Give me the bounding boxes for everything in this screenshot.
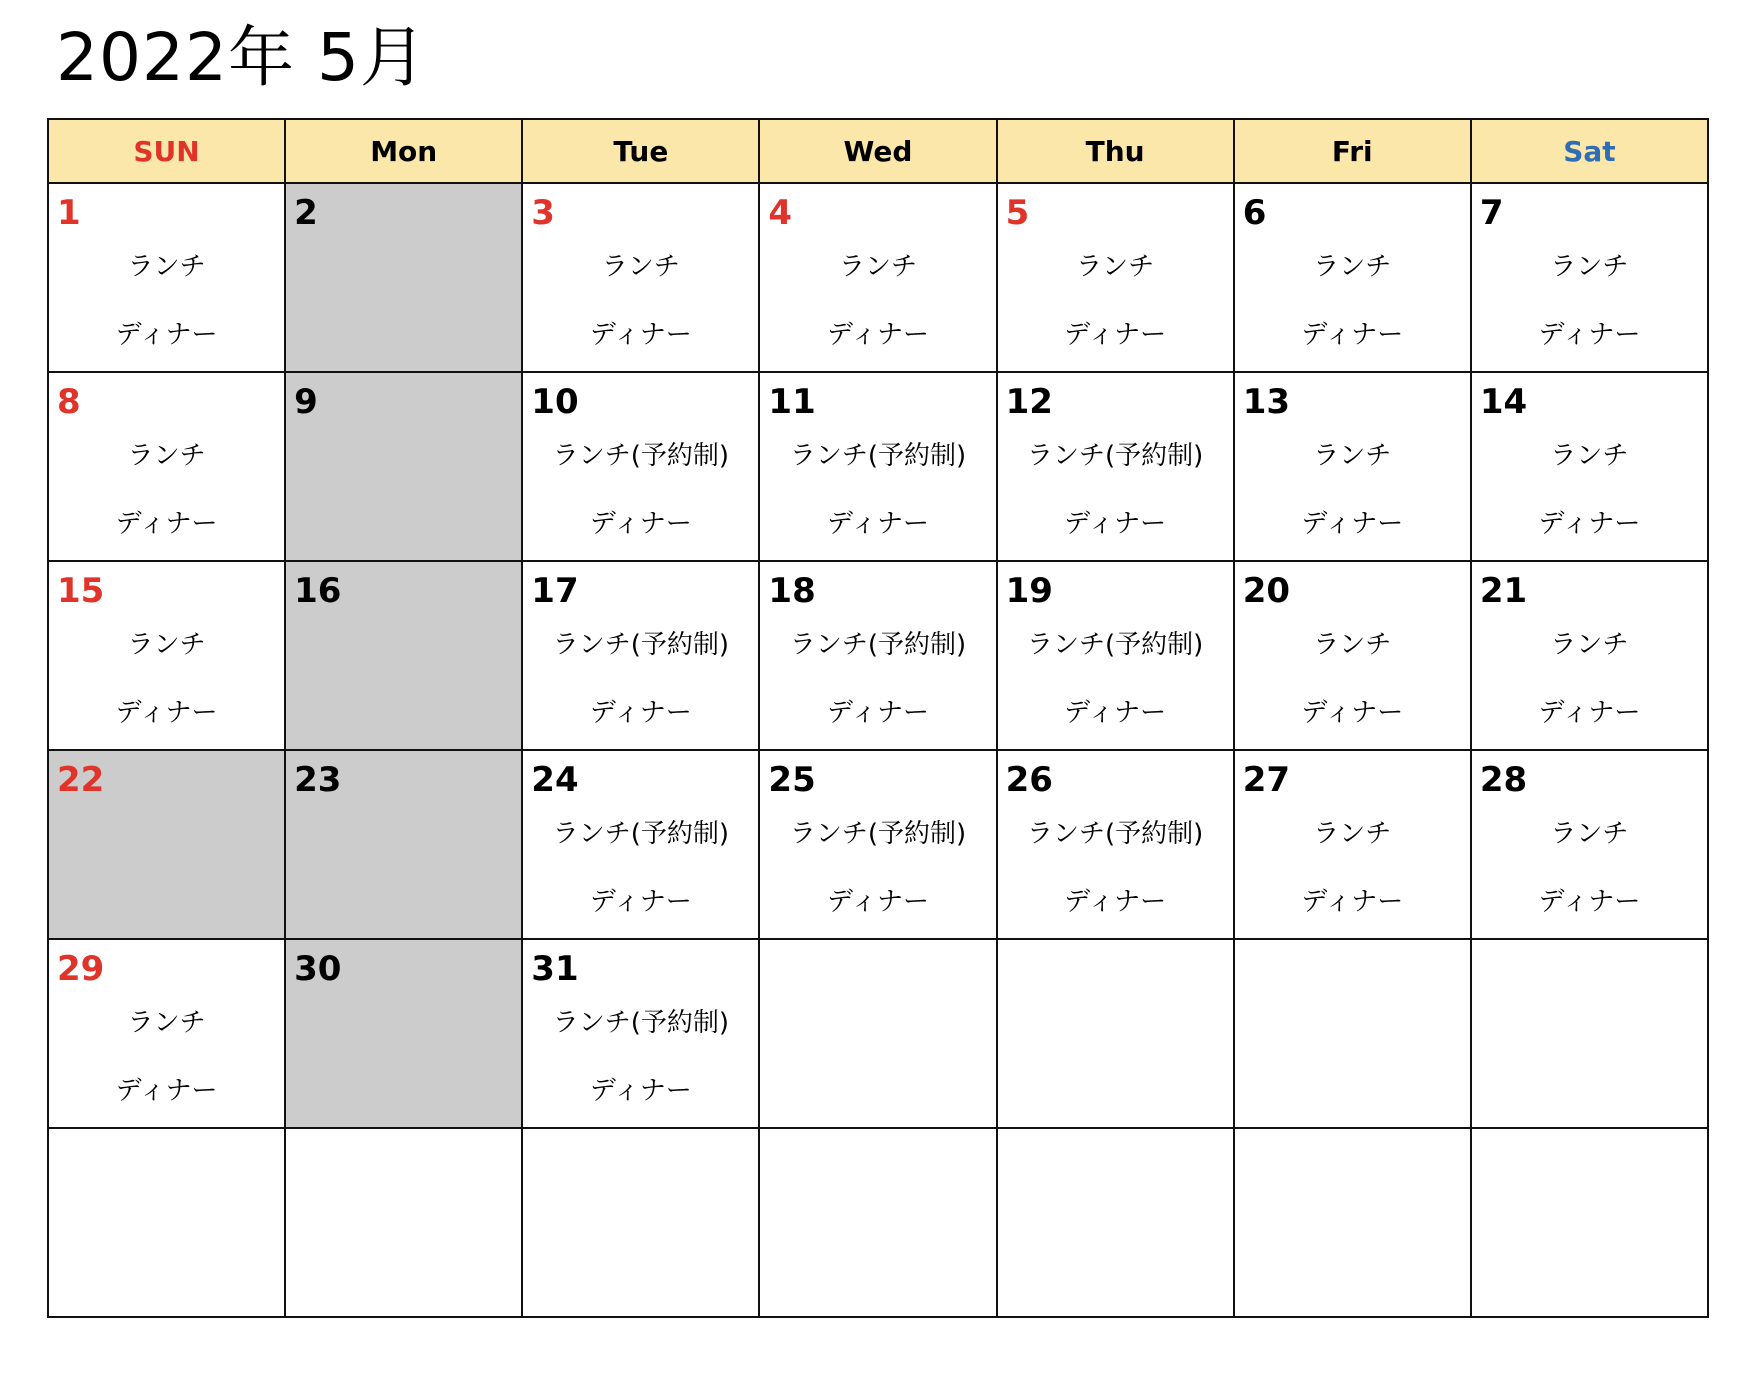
empty-day-cell	[48, 1128, 285, 1317]
day-cell-19	[997, 561, 1234, 750]
day-number: 25	[768, 760, 816, 800]
day-cell-22	[48, 750, 285, 939]
dinner-label: ディナー	[115, 1076, 218, 1106]
dinner-label: ディナー	[589, 509, 692, 539]
day-number: 15	[57, 571, 105, 611]
dinner-label: ディナー	[827, 698, 929, 728]
day-cell-28	[1471, 750, 1708, 939]
day-cell-17	[522, 561, 759, 750]
dinner-label: ディナー	[1301, 320, 1404, 350]
day-cell-12	[997, 372, 1234, 561]
calendar-grid	[47, 118, 1709, 1318]
empty-day-cell	[1471, 939, 1708, 1128]
day-cell-21	[1471, 561, 1708, 750]
day-number: 17	[531, 571, 579, 611]
lunch-label: ランチ(予約制)	[1026, 441, 1204, 471]
day-cell-10	[522, 372, 759, 561]
empty-day-cell	[759, 1128, 996, 1317]
lunch-label: ランチ	[1076, 252, 1155, 282]
lunch-label: ランチ(予約制)	[1026, 819, 1204, 849]
day-cell-20	[1234, 561, 1471, 750]
lunch-label: ランチ(予約制)	[789, 441, 967, 471]
empty-day-cell	[522, 1128, 759, 1317]
day-cell-6	[1234, 183, 1471, 372]
dinner-label: ディナー	[589, 887, 692, 917]
dinner-label: ディナー	[1064, 887, 1167, 917]
dinner-label: ディナー	[115, 698, 218, 728]
lunch-label: ランチ	[1313, 441, 1392, 471]
day-number: 19	[1005, 571, 1053, 611]
lunch-label: ランチ	[127, 630, 206, 660]
day-number: 5	[1005, 193, 1030, 233]
lunch-label: ランチ	[1313, 252, 1392, 282]
day-cell-8	[48, 372, 285, 561]
day-number: 11	[768, 382, 816, 422]
empty-day-cell	[285, 1128, 522, 1317]
empty-day-cell	[1234, 939, 1471, 1128]
weekday-header-sun: SUN	[48, 119, 285, 183]
lunch-label: ランチ(予約制)	[789, 819, 967, 849]
day-number: 2	[294, 193, 318, 233]
lunch-label: ランチ(予約制)	[789, 630, 967, 660]
day-number: 12	[1005, 382, 1053, 422]
day-cell-14	[1471, 372, 1708, 561]
dinner-label: ディナー	[1538, 698, 1641, 728]
day-number: 1	[57, 193, 81, 233]
day-number: 28	[1479, 760, 1528, 800]
day-number: 10	[531, 382, 579, 422]
calendar-week-row	[48, 183, 1708, 372]
dinner-label: ディナー	[1538, 887, 1641, 917]
day-number: 3	[531, 193, 555, 233]
day-cell-30	[285, 939, 522, 1128]
calendar-week-row	[48, 1128, 1708, 1317]
lunch-label: ランチ	[838, 252, 917, 282]
day-cell-25	[759, 750, 996, 939]
calendar-week-row	[48, 372, 1708, 561]
day-cell-4	[759, 183, 996, 372]
weekday-header-row	[48, 119, 1708, 183]
lunch-label: ランチ(予約制)	[552, 819, 729, 849]
day-cell-16	[285, 561, 522, 750]
day-cell-29	[48, 939, 285, 1128]
day-cell-3	[522, 183, 759, 372]
empty-day-cell	[997, 939, 1234, 1128]
dinner-label: ディナー	[1064, 698, 1167, 728]
lunch-label: ランチ	[1550, 441, 1629, 471]
day-number: 16	[294, 571, 342, 611]
dinner-label: ディナー	[589, 320, 692, 350]
day-number: 18	[768, 571, 816, 611]
day-cell-11	[759, 372, 996, 561]
day-cell-26	[997, 750, 1234, 939]
dinner-label: ディナー	[1301, 887, 1404, 917]
day-number: 24	[531, 760, 579, 800]
day-cell-31	[522, 939, 759, 1128]
dinner-label: ディナー	[589, 698, 692, 728]
day-number: 6	[1242, 193, 1267, 233]
lunch-label: ランチ(予約制)	[1026, 630, 1204, 660]
dinner-label: ディナー	[589, 1076, 692, 1106]
dinner-label: ディナー	[1064, 509, 1167, 539]
weekday-header-thu: Thu	[997, 119, 1234, 183]
day-number: 20	[1242, 571, 1291, 611]
lunch-label: ランチ	[1313, 819, 1392, 849]
day-cell-23	[285, 750, 522, 939]
empty-day-cell	[1471, 1128, 1708, 1317]
day-number: 7	[1479, 193, 1504, 233]
day-cell-15	[48, 561, 285, 750]
dinner-label: ディナー	[1301, 509, 1404, 539]
day-number: 30	[294, 949, 342, 989]
dinner-label: ディナー	[1301, 698, 1404, 728]
dinner-label: ディナー	[827, 509, 929, 539]
empty-day-cell	[759, 939, 996, 1128]
lunch-label: ランチ	[127, 441, 206, 471]
dinner-label: ディナー	[1538, 320, 1641, 350]
day-number: 9	[294, 382, 318, 422]
lunch-label: ランチ(予約制)	[552, 630, 729, 660]
lunch-label: ランチ	[1550, 252, 1629, 282]
day-cell-18	[759, 561, 996, 750]
day-number: 31	[531, 949, 579, 989]
dinner-label: ディナー	[115, 320, 218, 350]
lunch-label: ランチ	[601, 252, 680, 282]
lunch-label: ランチ	[127, 1008, 206, 1038]
weekday-header-sat: Sat	[1471, 119, 1708, 183]
calendar-week-row	[48, 939, 1708, 1128]
lunch-label: ランチ(予約制)	[552, 1008, 729, 1038]
day-number: 21	[1479, 571, 1528, 611]
dinner-label: ディナー	[1064, 320, 1167, 350]
day-cell-27	[1234, 750, 1471, 939]
dinner-label: ディナー	[827, 320, 929, 350]
day-cell-1	[48, 183, 285, 372]
day-number: 8	[57, 382, 81, 422]
day-number: 4	[768, 193, 793, 233]
empty-day-cell	[1234, 1128, 1471, 1317]
day-number: 27	[1242, 760, 1291, 800]
day-number: 13	[1242, 382, 1291, 422]
day-cell-13	[1234, 372, 1471, 561]
lunch-label: ランチ(予約制)	[552, 441, 729, 471]
day-number: 29	[57, 949, 105, 989]
day-number: 23	[294, 760, 342, 800]
calendar-title: 2022年 5月	[56, 19, 427, 96]
dinner-label: ディナー	[115, 509, 218, 539]
calendar-body	[48, 183, 1708, 1317]
lunch-label: ランチ	[127, 252, 206, 282]
dinner-label: ディナー	[827, 887, 929, 917]
calendar-week-row	[48, 750, 1708, 939]
day-cell-7	[1471, 183, 1708, 372]
day-number: 26	[1005, 760, 1053, 800]
weekday-header-fri: Fri	[1234, 119, 1471, 183]
day-cell-9	[285, 372, 522, 561]
lunch-label: ランチ	[1313, 630, 1392, 660]
day-number: 14	[1479, 382, 1528, 422]
lunch-label: ランチ	[1550, 630, 1629, 660]
day-cell-2	[285, 183, 522, 372]
weekday-header-tue: Tue	[522, 119, 759, 183]
day-number: 22	[57, 760, 105, 800]
calendar-week-row	[48, 561, 1708, 750]
weekday-header-mon: Mon	[285, 119, 522, 183]
lunch-label: ランチ	[1550, 819, 1629, 849]
empty-day-cell	[997, 1128, 1234, 1317]
day-cell-5	[997, 183, 1234, 372]
day-cell-24	[522, 750, 759, 939]
dinner-label: ディナー	[1538, 509, 1641, 539]
weekday-header-wed: Wed	[759, 119, 996, 183]
